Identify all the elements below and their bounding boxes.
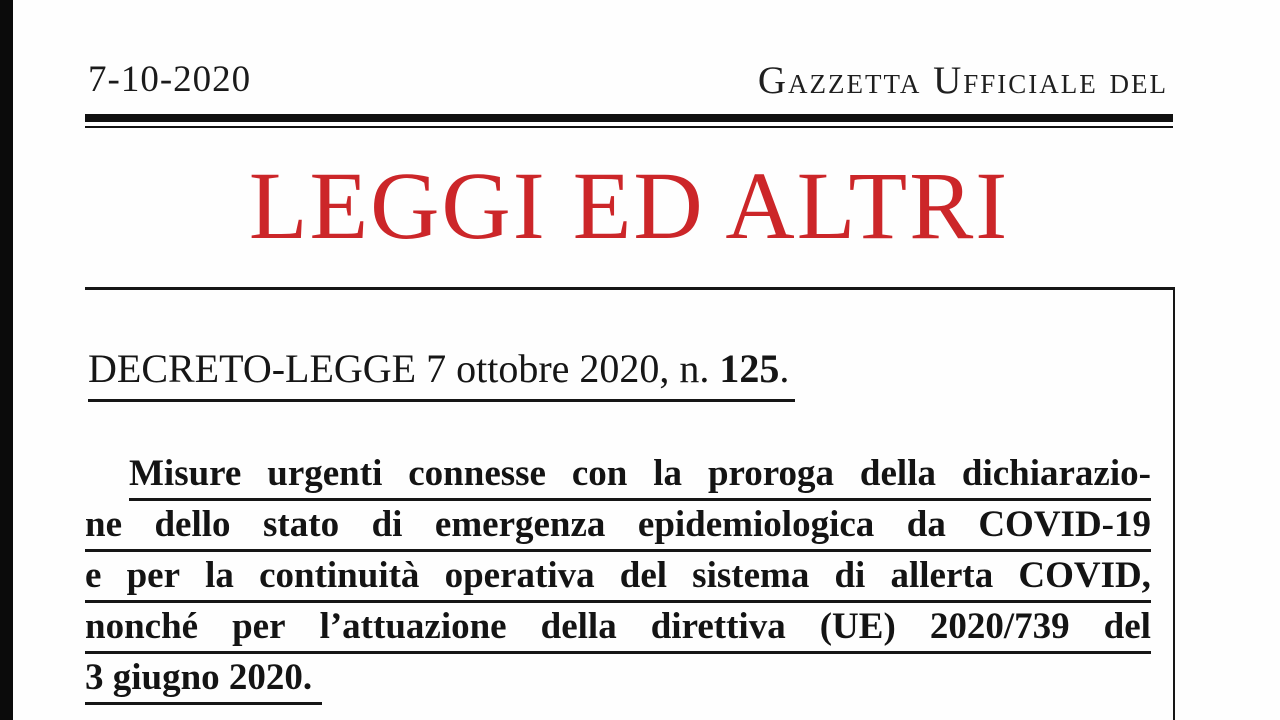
summary-line-1: Misure urgenti connesse con la proroga della dichiarazio-: [129, 454, 1151, 501]
issue-date: 7-10-2020: [88, 59, 252, 100]
summary-line-5: [85, 658, 1151, 709]
summary-line-5-text: 3 giugno 2020.: [85, 658, 322, 705]
decree-heading-prefix: DECRETO-LEGGE 7 ottobre 2020, n.: [88, 346, 720, 391]
decree-heading: [88, 345, 795, 402]
header-double-rule: [85, 114, 1173, 128]
summary-line-4: nonché per l’attuazione della direttiva (UE) 2020/739 del: [85, 607, 1151, 654]
decree-number: 125: [719, 346, 780, 391]
summary-line-3: e per la continuità operativa del sistema di allerta COVID,: [85, 556, 1151, 603]
summary-line-2: ne dello stato di emergenza epidemiologica da COVID-19: [85, 505, 1151, 552]
rule-thick-line: [85, 114, 1173, 122]
decree-heading-suffix: .: [779, 346, 790, 391]
article-content-box: [85, 287, 1175, 720]
decree-summary: [85, 454, 1151, 709]
rule-thin-line: [85, 126, 1173, 128]
masthead-title: Gazzetta Ufficiale del: [757, 59, 1168, 102]
page-left-edge-bar: [0, 0, 13, 720]
section-title: LEGGI ED ALTRI: [248, 152, 1010, 259]
